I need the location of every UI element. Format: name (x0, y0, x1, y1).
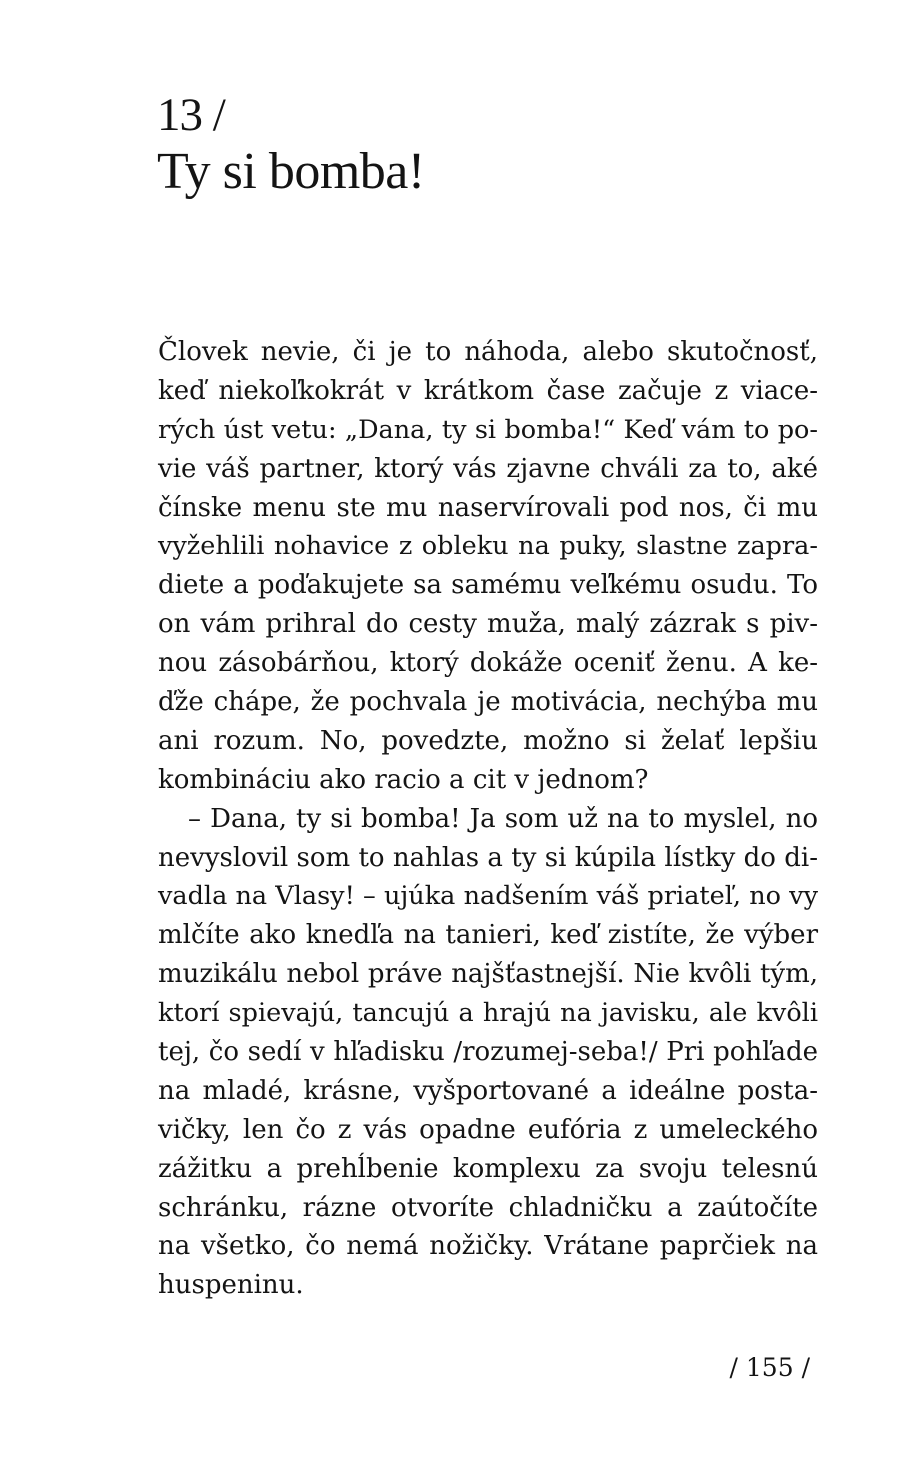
text-line: nou zásobárňou, ktorý dokáže oceniť ženu. A ke- (158, 648, 818, 679)
text-line: mlčíte ako knedľa na tanieri, keď zistíte, že výber (158, 920, 818, 951)
page-number: / 155 / (729, 1353, 810, 1382)
text-line: ani rozum. No, povedzte, možno si želať lepšiu (158, 725, 818, 756)
text-line: diete a poďakujete sa samému veľkému osudu. To (158, 570, 818, 601)
text-line: vie váš partner, ktorý vás zjavne chváli za to, aké (158, 453, 818, 484)
text-line: vyžehlili nohavice z obleku na puky, slastne zapra- (158, 531, 818, 562)
text-line: Človek nevie, či je to náhoda, alebo skutočnosť, (158, 337, 818, 367)
body-text (158, 333, 818, 1305)
text-line: muzikálu nebol práve najšťastnejší. Nie kvôli tým, (158, 959, 818, 990)
text-line: na všetko, čo nemá nožičky. Vrátane paprčiek na (158, 1231, 818, 1262)
text-line: tej, čo sedí v hľadisku /rozumej-seba!/ Pri pohľade (158, 1037, 818, 1068)
text-line: na mladé, krásne, vyšportované a ideálne posta- (158, 1075, 818, 1106)
text-line: ktorí spievajú, tancujú a hrajú na javisku, ale kvôli (158, 998, 818, 1029)
text-line: kombináciu ako racio a cit v jednom? (158, 764, 649, 795)
text-line: ďže chápe, že pochvala je motivácia, nechýba mu (158, 687, 818, 718)
text-line: rých úst vetu: „Dana, ty si bomba!“ Keď vám to po- (158, 414, 818, 445)
text-line: schránku, rázne otvoríte chladničku a zaútočíte (158, 1192, 818, 1223)
text-line: čínske menu ste mu naservírovali pod nos, či mu (158, 492, 818, 523)
text-line: – Dana, ty si bomba! Ja som už na to myslel, no (188, 803, 818, 834)
text-line: vičky, len čo z vás opadne eufória z umeleckého (158, 1114, 818, 1145)
text-line: vadla na Vlasy! – ujúka nadšením váš priateľ, no vy (158, 881, 818, 912)
text-line: on vám prihral do cesty muža, malý zázrak s piv- (158, 609, 818, 640)
text-line: huspeninu. (158, 1270, 304, 1301)
text-line: keď niekoľkokrát v krátkom čase začuje z viace- (158, 375, 818, 406)
text-line: zážitku a prehĺbenie komplexu za svoju telesnú (158, 1153, 818, 1184)
chapter-number: 13 / (157, 89, 225, 141)
chapter-title: Ty si bomba! (157, 143, 425, 200)
text-line: nevyslovil som to nahlas a ty si kúpila lístky do di- (158, 842, 818, 873)
